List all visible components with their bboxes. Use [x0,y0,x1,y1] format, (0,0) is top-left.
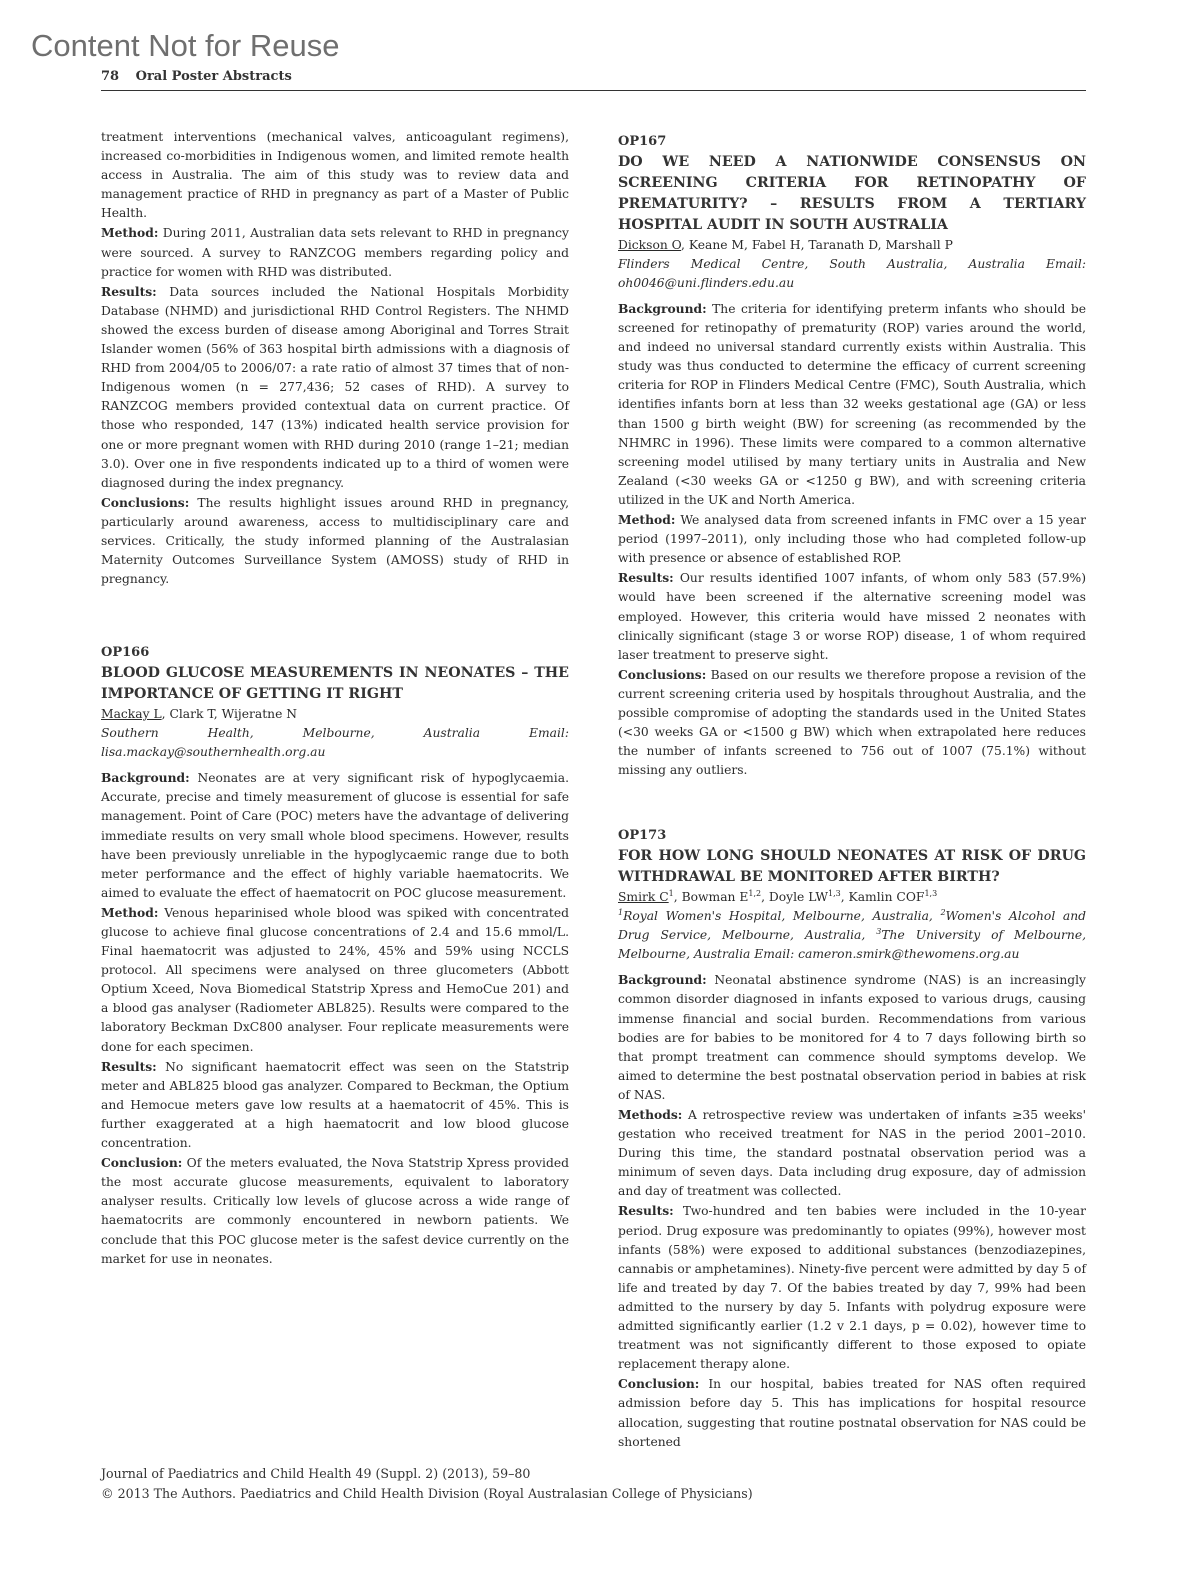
running-head [101,69,292,84]
author: , Kamlin COF [840,890,925,905]
affiliation-superscript: 1 [618,908,624,918]
conclusions-paragraph [618,665,1086,781]
copyright-line: © 2013 The Authors. Paediatrics and Child Health Division (Royal Australasian College of Physicians) [101,1486,753,1501]
author-list [618,888,1086,907]
author: , Doyle LW [761,890,828,905]
background-text: Neonates are at very significant risk of hypoglycaemia. Accurate, precise and timely measurement of glucose is essential for safe management. Point of Care (POC) meters have the advantage of delivering immediate results on very small whole blood specimens. However, results have been previously unreliable in the hypoglycaemic range due to both meter performance and the effect of highly variable haematocrits. We aimed to evaluate the effect of haematocrit on POC glucose measurement. [101,771,569,900]
author-list [618,236,1086,255]
results-paragraph [101,1057,569,1153]
conclusions-label: Conclusions: [618,666,707,682]
results-text: Data sources included the National Hospitals Morbidity Database (NHMD) and jurisdictional RHD Control Registers. The NHMD showed the excess burden of disease among Aboriginal and Torres Strait Islander women (56% of 363 hospital birth admissions with a diagnosis of RHD from 2004/05 to 2006/07: a rate ratio of almost 37 times that of non-Indigenous women (n = 277,436; 52 cases of RHD). A survey to RANZCOG members provided contextual data on current practice. Of those who responded, 147 (13%) indicated health service provision for one or more pregnant women with RHD during 2010 (range 1–21; median 3.0). Over one in five respondents indicated up to a third of women were diagnosed during the index pregnancy. [101,284,569,490]
results-label: Results: [101,1058,157,1074]
affiliation [618,907,1086,964]
affiliation-text: The University of Melbourne, Melbourne, Australia Email: cameron.smirk@thewomens.org.au [618,928,1087,962]
author: , Bowman E [673,890,749,905]
methods-paragraph [618,1105,1086,1201]
results-label: Results: [618,570,674,586]
background-label: Background: [618,972,707,988]
background-paragraph [618,970,1086,1105]
background-text: The criteria for identifying preterm infants who should be screened for retinopathy of prematurity (ROP) varies around the world, and indeed no universal standard currently exists within Australia. This study was thus conducted to determine the efficacy of current screening criteria for ROP in Flinders Medical Centre (FMC), South Australia, which identifies infants born at less than 32 weeks gestational age (GA) or less than 1500 g birth weight (BW) for screening (as recommended by the NHMRC in 1996). These limits were compared to a common alternative screening model utilised by many tertiary units in Australia and New Zealand (<30 weeks GA or <1250 g BW), and with screening criteria utilized in the UK and North America. [618,302,1086,507]
abstract-title: DO WE NEED A NATIONWIDE CONSENSUS ON SCREENING CRITERIA FOR RETINOPATHY OF PREMATURITY? – RESULTS FROM A TERTIARY HOSPITAL AUDIT IN SOUTH AUSTRALIA [618,154,1086,233]
background-label: Background: [618,301,707,316]
affiliation: Flinders Medical Centre, South Australia, Australia Email: oh0046@uni.flinders.edu.au [618,257,1086,290]
method-text: Venous heparinised whole blood was spiked with concentrated glucose to achieve final glucose concentrations of 2.4 and 15.6 mmol/L. Final haematocrit was adjusted to 24%, 45% and 59% using NCCLS protocol. All specimens were analysed on three glucometers (Abbott Optium Xceed, Nova Biomedical Statstrip Xpress and HemoCue 201) and a blood gas analyser (Radiometer ABL825). Results were compared to the laboratory Beckman DxC800 analyser. Four replicate measurements were done for each specimen. [101,905,569,1054]
continued-conclusions [101,493,569,589]
continued-intro: treatment interventions (mechanical valves, anticoagulant regimens), increased co-morbidities in Indigenous women, and limited remote health access in Australia. The aim of this study was to review data and management practice of RHD in pregnancy as part of a Master of Public Health. [101,130,569,221]
conclusions-text: The results highlight issues around RHD in pregnancy, particularly around awareness, access to multidisciplinary care and services. Critically, the study informed planning of the Australasian Maternity Outcomes Surveillance System (AMOSS) study of RHD in pregnancy. [101,495,569,587]
page-footer [101,1464,753,1504]
results-text: Two-hundred and ten babies were included in the 10-year period. Drug exposure was predominantly to opiates (99%), however most infants (58%) were exposed to additional substances (benzodiazepines, cannabis or amphetamines). Ninety-five percent were admitted by day 5 of life and treated by day 7. Of the babies treated by day 7, 99% had been admitted to the nursery by day 5. Infants with polydrug exposure were admitted significantly earlier (1.2 v 2.1 days, p = 0.02), however time to treatment was not significantly different to those exposed to opiate replacement therapy alone. [618,1204,1086,1372]
affiliation-text: Royal Women's Hospital, Melbourne, Australia, [623,909,941,924]
abstract-op167 [618,132,1086,780]
results-paragraph [618,1201,1086,1374]
conclusion-text: In our hospital, babies treated for NAS often required admission before day 5. This has implications for hospital resource allocation, suggesting that routine postnatal observation for NAS could be shortened [618,1377,1086,1449]
presenting-author: Dickson O [618,238,682,252]
affiliation: Southern Health, Melbourne, Australia Email: lisa.mackay@southernhealth.org.au [101,726,569,760]
continued-results [101,282,569,493]
section-title: Oral Poster Abstracts [135,69,292,84]
conclusion-text: Of the meters evaluated, the Nova Statstrip Xpress provided the most accurate glucose measurements, equivalent to laboratory analyser results. Critically low levels of glucose across a wide range of haematocrits are commonly encountered in newborn patients. We conclude that this POC glucose meter is the safest device currently on the market for use in neonates. [101,1156,569,1266]
methods-text: A retrospective review was undertaken of infants ≥35 weeks' gestation who received treatment for NAS in the period 2001–2010. During this time, the standard postnatal observation period was a minimum of seven days. Data including drug exposure, day of admission and day of treatment was collected. [618,1108,1086,1199]
method-paragraph [618,510,1086,568]
conclusions-label: Conclusions: [101,494,190,510]
method-text: We analysed data from screened infants in FMC over a 15 year period (1997–2011), only including those who had completed follow-up with presence or absence of established ROP. [618,513,1086,566]
header-rule [101,90,1086,91]
abstract-op166 [101,643,569,1268]
affiliation-text: Women's Alcohol and Drug Service, Melbourne, Australia, [618,909,1086,943]
results-paragraph [618,568,1086,664]
conclusion-paragraph [101,1153,569,1269]
method-paragraph [101,903,569,1057]
author-superscript: 1,2 [748,889,762,899]
other-authors: , Keane M, Fabel H, Taranath D, Marshall P [681,238,953,252]
page-number: 78 [101,69,120,84]
results-text: No significant haematocrit effect was seen on the Statstrip meter and ABL825 blood gas analyzer. Compared to Beckman, the Optium and Hemocue meters gave low results at a haematocrit of 45%. This is further exaggerated at a high haematocrit and low blood glucose concentration. [101,1059,569,1151]
method-label: Method: [101,225,159,241]
background-label: Background: [101,770,190,786]
affiliation-superscript: 3 [876,927,882,937]
author-superscript: 1 [668,889,674,899]
continued-method [101,223,569,281]
background-paragraph [618,299,1086,510]
journal-citation: Journal of Paediatrics and Child Health 49 (Suppl. 2) (2013), 59–80 [101,1466,531,1481]
methods-label: Methods: [618,1107,683,1122]
background-text: Neonatal abstinence syndrome (NAS) is an increasingly common disorder diagnosed in infants exposed to various drugs, causing immense financial and social burden. Recommendations from various bodies are for babies to be monitored for 4 to 7 days following birth so that prompt treatment can commence should symptoms develop. We aimed to determine the best postnatal observation period in babies at risk of NAS. [618,973,1086,1102]
conclusion-paragraph [618,1374,1086,1451]
conclusion-label: Conclusion: [101,1155,183,1171]
abstract-title: BLOOD GLUCOSE MEASUREMENTS IN NEONATES – THE IMPORTANCE OF GETTING IT RIGHT [101,665,569,703]
other-authors: , Clark T, Wijeratne N [161,707,298,722]
method-label: Method: [101,904,159,920]
watermark: Content Not for Reuse [31,28,340,63]
right-column [618,132,1086,1452]
author-superscript: 1,3 [827,889,841,899]
method-label: Method: [618,512,676,528]
background-paragraph [101,768,569,903]
presenting-author: Smirk C [618,890,669,905]
method-text: During 2011, Australian data sets relevant to RHD in pregnancy were sourced. A survey to RANZCOG members regarding policy and practice for women with RHD was distributed. [101,226,569,279]
affiliation-superscript: 2 [940,908,946,918]
abstract-op173 [618,826,1086,1451]
results-label: Results: [618,1203,674,1219]
author-list [101,705,569,724]
conclusion-label: Conclusion: [618,1376,700,1392]
presenting-author: Mackay L [101,707,162,722]
abstract-id: OP166 [101,645,150,661]
results-label: Results: [101,283,157,299]
conclusions-text: Based on our results we therefore propose a revision of the current screening criteria used by hospitals throughout Australia, and the possible compromise of adopting the standards used in the United States (<30 weeks GA or <1500 g BW) which when extrapolated here reduces the number of infants screened to 756 out of 1007 (75.1%) without missing any outliers. [618,667,1086,778]
abstract-title: FOR HOW LONG SHOULD NEONATES AT RISK OF DRUG WITHDRAWAL BE MONITORED AFTER BIRTH? [618,848,1086,886]
left-column [101,128,569,1269]
abstract-id: OP173 [618,828,667,844]
results-text: Our results identified 1007 infants, of whom only 583 (57.9%) would have been screened if the alternative screening model was employed. However, this criteria would have missed 2 neonates with clinically significant (stage 3 or worse ROP) disease, 1 of whom required laser treatment to preserve sight. [618,571,1086,662]
author-superscript: 1,3 [924,889,938,899]
abstract-id: OP167 [618,134,667,149]
